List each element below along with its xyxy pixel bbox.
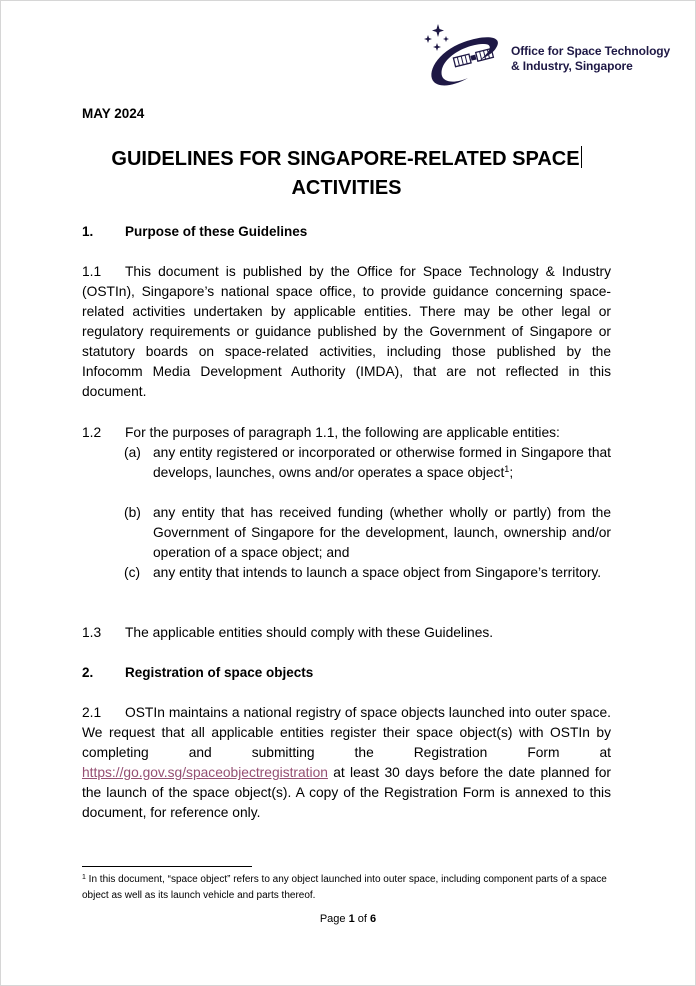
title-line-2: ACTIVITIES [291, 177, 402, 199]
paragraph-text-after-link: at least 30 days before the date planned for the launch of the space object(s). A copy of the Registration Form is annexed to this document, for reference only. [82, 765, 611, 820]
list-item-label: (a) [124, 445, 141, 460]
list-item-label: (c) [124, 565, 141, 580]
list-item-a [124, 443, 611, 483]
paragraph-text-before-link: OSTIn maintains a national registry of space objects launched into outer space. We request that all applicable entities register their space object(s) with OSTIn by completing and submitting the Registration Form at [82, 705, 611, 760]
list-item-body: any entity registered or incorporated or otherwise formed in Singapore that develops, launches, owns and/or operates a space object [153, 445, 611, 480]
paragraph-1-3 [82, 623, 611, 643]
paragraph-text: For the purposes of paragraph 1.1, the following are applicable entities: [125, 425, 560, 440]
footnote-text: In this document, “space object” refers to any object launched into outer space, including component parts of a space object as well as its launch vehicle and parts thereof. [82, 874, 607, 901]
list-item-text [153, 443, 611, 483]
registration-form-link[interactable]: https://go.gov.sg/spaceobjectregistration [82, 765, 328, 780]
list-item-b [124, 503, 611, 563]
paragraph-number: 1.2 [82, 425, 102, 440]
footnote [82, 872, 611, 904]
logo-wordmark [511, 44, 670, 74]
paragraph-text: The applicable entities should comply with these Guidelines. [125, 625, 494, 640]
paragraph-text: This document is published by the Office for Space Technology & Industry (OSTIn), Singapore’s national space office, to provide guidance concerning space-related activities undertaken by applicable entities. There may be other legal or regulatory requirements or guidance published by the Government of Singapore or statutory boards on space-related activities, including those published by the Infocomm Media Development Authority (IMDA), that are not reflected in this document. [82, 264, 611, 399]
footnote-separator [82, 866, 252, 867]
ostin-logo [424, 22, 674, 90]
paragraph-number: 1.3 [82, 625, 102, 640]
list-item-tail: ; [509, 465, 514, 480]
paragraph-2-1 [82, 703, 611, 823]
list-item-c [124, 563, 611, 583]
section-number: 1. [82, 224, 94, 239]
footnote-reference[interactable]: 1 [504, 464, 510, 474]
page-total: 6 [370, 913, 377, 925]
page-prefix: Page [319, 913, 349, 925]
list-item-text: any entity that has received funding (whether wholly or partly) from the Government of Singapore for the development, launch, ownership and/or operation of a space object; and [153, 505, 611, 560]
paragraph-1-1 [82, 262, 611, 402]
orbit-satellite-icon [424, 22, 510, 90]
paragraph-number: 1.1 [82, 264, 102, 279]
paragraph-1-2 [82, 423, 611, 443]
document-date: MAY 2024 [82, 106, 145, 121]
logo-line-2: & Industry, Singapore [511, 59, 633, 73]
page-of: of [354, 913, 371, 925]
section-number: 2. [82, 665, 94, 680]
logo-line-1: Office for Space Technology [511, 44, 671, 58]
section-title: Purpose of these Guidelines [125, 224, 308, 239]
list-item-label: (b) [124, 505, 141, 520]
page-number [0, 913, 696, 925]
text-cursor [581, 146, 582, 168]
page-current: 1 [348, 913, 355, 925]
section-title: Registration of space objects [125, 665, 314, 680]
list-item-text: any entity that intends to launch a space object from Singapore’s territory. [153, 565, 602, 580]
title-line-1: GUIDELINES FOR SINGAPORE-RELATED SPACE [111, 148, 580, 170]
footnote-marker: 1 [82, 874, 86, 881]
paragraph-number: 2.1 [82, 705, 102, 720]
document-title [82, 145, 611, 203]
